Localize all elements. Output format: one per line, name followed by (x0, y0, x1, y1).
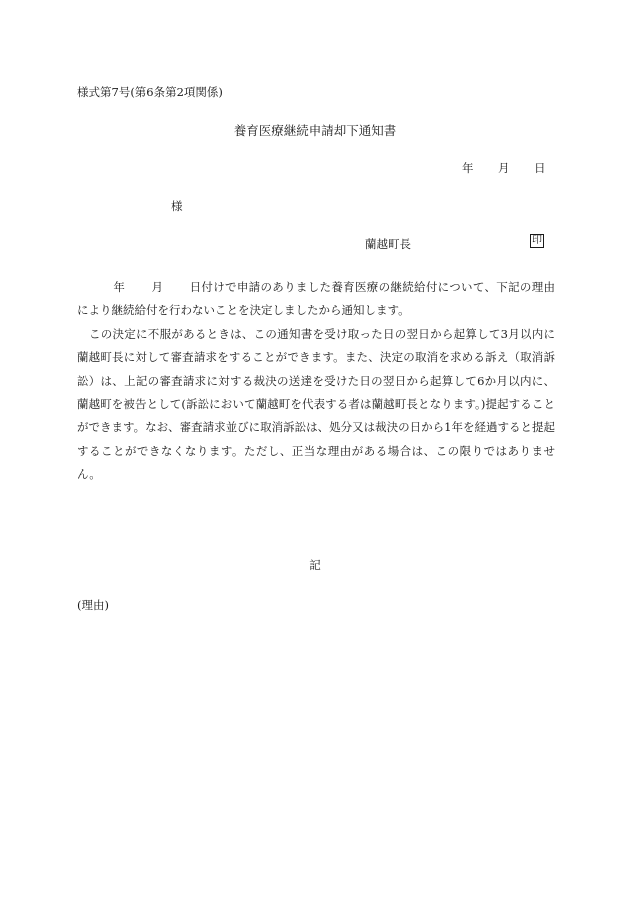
document-title: 養育医療継続申請却下通知書 (233, 123, 397, 138)
date-year-label: 年 (462, 161, 474, 175)
reason-label: (理由) (77, 598, 109, 612)
p1-text: 日付けで申請のありました養育医療の継続給付について、下記の理由により継続給付を行わないことを決定しましたから通知します。 (77, 280, 556, 318)
paragraph-decision (77, 276, 555, 323)
date-day-label: 日 (534, 161, 546, 175)
p1-month-label: 月 (151, 280, 164, 294)
seal-mark: 印 (532, 235, 542, 246)
ki-heading: 記 (309, 558, 321, 572)
recipient-suffix: 様 (171, 199, 183, 213)
date-month-label: 月 (498, 161, 510, 175)
form-number: 様式第7号(第6条第2項関係) (77, 85, 223, 99)
body-text (77, 276, 555, 487)
paragraph-appeal: この決定に不服があるときは、この通知書を受け取った日の翌日から起算して3月以内に蘭越町長に対して審査請求をすることができます。また、決定の取消を求める訴え（取消訴訟）は、上記の審査請求に対する裁決の送達を受けた日の翌日から起算して6か月以内に、蘭越町を被告として(訴訟において蘭越町を代表する者は蘭越町長となります。)提起することができます。なお、審査請求並びに取消訴訟は、処分又は裁決の日から1年を経過すると提起することができなくなります。ただし、正当な理由がある場合は、この限りではありません。 (77, 326, 555, 482)
p1-year-label: 年 (113, 280, 126, 294)
issuer-name: 蘭越町長 (365, 237, 411, 251)
